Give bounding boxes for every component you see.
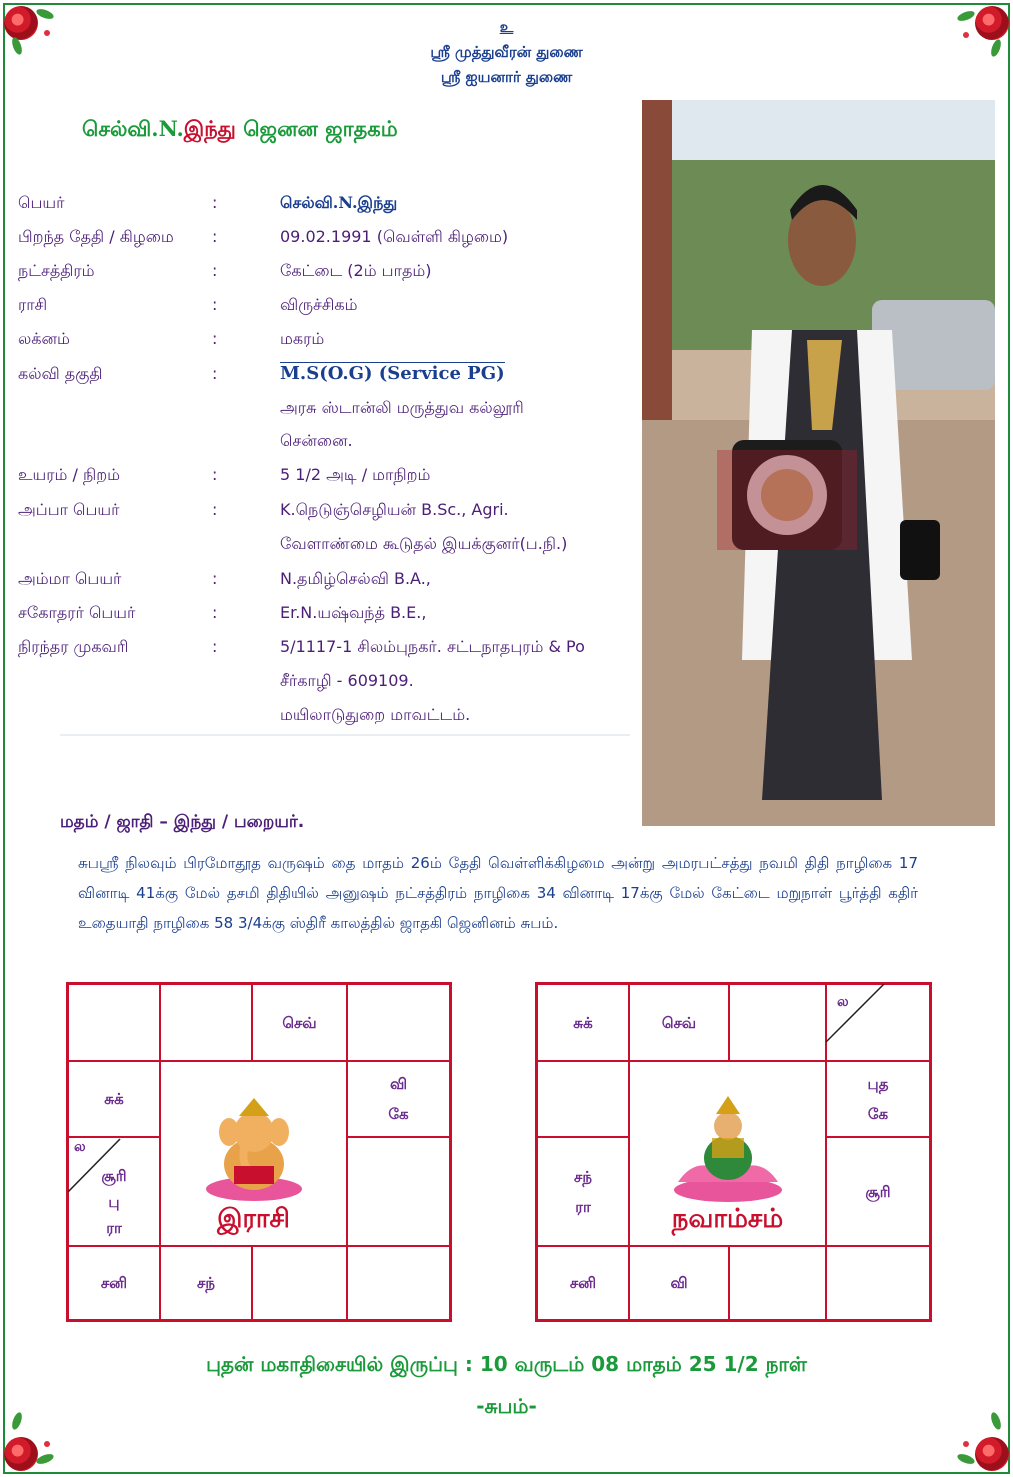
value-father-job: வேளாண்மை கூடுதல் இயக்குனர்(ப.நி.): [280, 534, 568, 553]
rasi-cell-4: [347, 984, 450, 1061]
religion-caste: மதம் / ஜாதி – இந்து / பறையர்.: [60, 812, 305, 832]
rasi-cell-5: சுக்: [68, 1061, 160, 1137]
profile-photo: [642, 100, 995, 826]
label-address: நிரந்தர முகவரி: [18, 637, 129, 656]
nav-cell-2: செவ்: [629, 984, 729, 1061]
pillaiyar-suzhi: உ: [499, 18, 514, 36]
nav-cell-16: [826, 1246, 930, 1320]
lakshmi-icon: [668, 1092, 788, 1204]
label-education: கல்வி தகுதி: [18, 364, 103, 383]
value-brother: Er.N.யஷ்வந்த் B.E.,: [280, 603, 427, 622]
deity-line-1: ஸ்ரீ முத்துவீரன் துணை: [430, 43, 583, 61]
value-mother: N.தமிழ்செல்வி B.A.,: [280, 569, 431, 588]
rasi-cell-16: [347, 1246, 450, 1320]
rasi-lagna-mark: ல: [74, 1139, 86, 1155]
rasi-cell-1: [68, 984, 160, 1061]
value-address-3: மயிலாடுதுறை மாவட்டம்.: [280, 705, 471, 724]
navamsam-title: நவாம்சம்: [671, 1204, 784, 1234]
rasi-cell-2: [160, 984, 252, 1061]
divider: [60, 734, 630, 736]
rasi-cell-13: சனி: [68, 1246, 160, 1320]
label-lagnam: லக்னம்: [18, 329, 70, 348]
title-prefix: செல்வி.N.: [82, 116, 184, 141]
value-lagnam: மகரம்: [280, 329, 325, 348]
rasi-chart: [66, 982, 452, 1322]
label-rasi: ராசி: [18, 295, 48, 314]
value-father: K.நெடுஞ்செழியன் B.Sc., Agri.: [280, 500, 509, 519]
value-name: செல்வி.N.இந்து: [280, 193, 398, 212]
deity-line-2: ஸ்ரீ ஐயனார் துணை: [440, 68, 573, 86]
label-brother: சகோதரர் பெயர்: [18, 603, 136, 622]
nav-cell-5: [537, 1061, 629, 1137]
rasi-cell-9: சூரி பு ரா: [68, 1137, 160, 1246]
rasi-cell-3: செவ்: [252, 984, 347, 1061]
nav-cell-8: புத கே: [826, 1061, 930, 1137]
value-dob: 09.02.1991 (வெள்ளி கிழமை): [280, 227, 509, 246]
nav-cell-3: [729, 984, 826, 1061]
value-address-2: சீர்காழி - 609109.: [280, 671, 414, 690]
title-suffix: ஜெனன ஜாதகம்: [235, 117, 398, 141]
value-height: 5 1/2 அடி / மாநிறம்: [280, 465, 431, 484]
value-rasi: விருச்சிகம்: [280, 295, 358, 314]
value-education: M.S(O.G) (Service PG): [280, 363, 505, 384]
label-height: உயரம் / நிறம்: [18, 465, 120, 484]
nav-cell-1: சுக்: [537, 984, 629, 1061]
rasi-cell-12: [347, 1137, 450, 1246]
ganesha-icon: [199, 1094, 309, 1204]
rasi-lagna-diagonal: [68, 1137, 160, 1246]
label-star: நட்சத்திரம்: [18, 261, 95, 280]
nav-cell-14: வி: [629, 1246, 729, 1320]
nav-cell-13: சனி: [537, 1246, 629, 1320]
label-father: அப்பா பெயர்: [18, 500, 120, 519]
rasi-cell-8: வி கே: [347, 1061, 450, 1137]
nav-lagna-mark: ல: [837, 994, 849, 1010]
title-name: இந்து: [183, 116, 236, 141]
nav-lagna-diagonal: [826, 984, 930, 1061]
navamsam-center: [629, 1061, 826, 1246]
page-title: [82, 116, 398, 144]
label-mother: அம்மா பெயர்: [18, 569, 122, 588]
value-education-college: அரசு ஸ்டான்லி மருத்துவ கல்லூரி: [280, 398, 524, 417]
rasi-title: இராசி: [217, 1204, 290, 1234]
birth-details-paragraph: சுபஸ்ரீ நிலவும் பிரமோதூத வருஷம் தை மாதம் 26ம் தேதி வெள்ளிக்கிழமை அன்று அமரபட்சத்து நவமி திதி நாழிகை 17 வினாடி 41க்கு மேல் தசமி திதியில் அனுஷம் நட்சத்திரம் நாழிகை 34 வினாடி 17க்கு மேல் கேட்டை மறுநாள் பூர்த்தி கதிர் உதையாதி நாழிகை 58 3/4க்கு ஸ்திரீ காலத்தில் ஜாதகி ஜெனினம் சுபம்.: [78, 854, 918, 932]
nav-cell-12: சூரி: [826, 1137, 930, 1246]
blessing: -சுபம்-: [476, 1394, 537, 1418]
label-name: பெயர்: [18, 193, 65, 212]
rasi-cell-14: சந்: [160, 1246, 252, 1320]
value-star: கேட்டை (2ம் பாதம்): [280, 261, 432, 280]
label-dob: பிறந்த தேதி / கிழமை: [18, 227, 174, 246]
nav-cell-9: சந் ரா: [537, 1137, 629, 1246]
rasi-center: [160, 1061, 347, 1246]
value-address-1: 5/1117-1 சிலம்புநகர். சட்டநாதபுரம் & Po: [280, 637, 585, 656]
navamsam-chart: [535, 982, 932, 1322]
value-education-city: சென்னை.: [280, 431, 353, 450]
rasi-cell-15: [252, 1246, 347, 1320]
dasa-balance: புதன் மகாதிசையில் இருப்பு : 10 வருடம் 08 மாதம் 25 1/2 நாள்: [206, 1352, 807, 1376]
nav-cell-15: [729, 1246, 826, 1320]
